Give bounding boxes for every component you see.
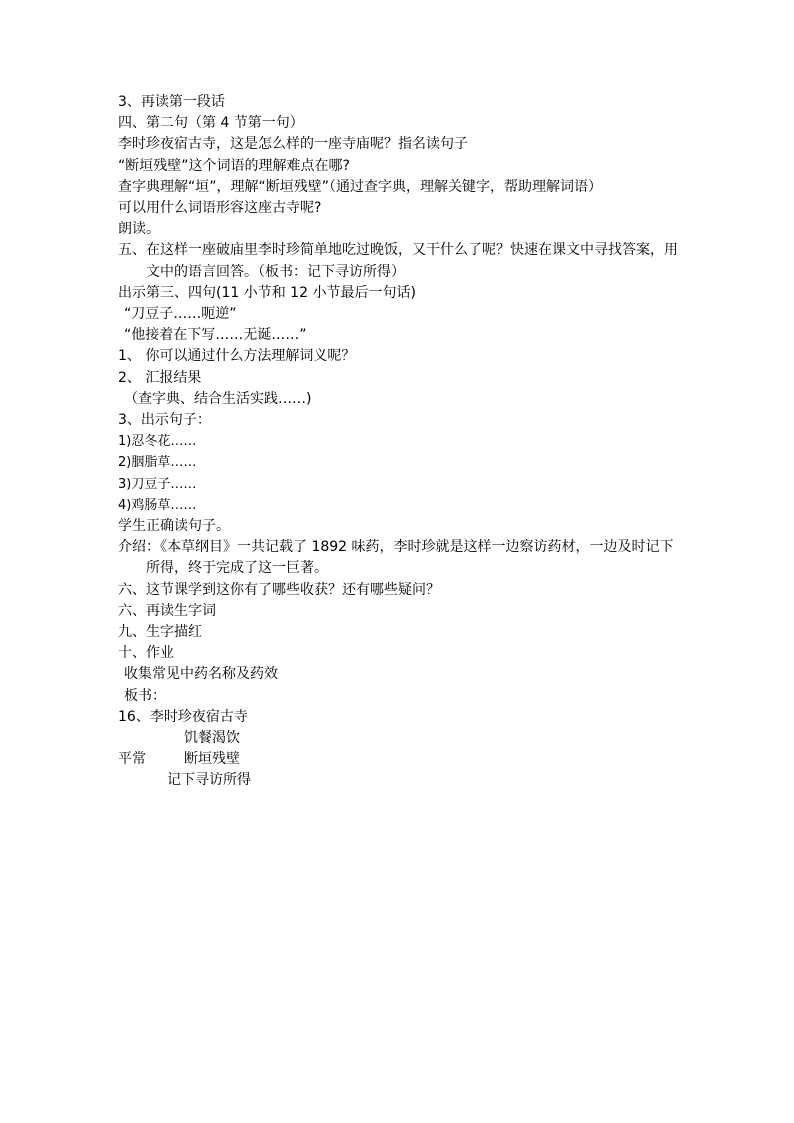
- section-four-heading: 四、第二句（第 4 节第一句）: [118, 115, 304, 132]
- board-row-1: [118, 728, 678, 749]
- quote-continue-writing: “他接着在下写……无诞……”: [124, 327, 307, 344]
- section-nine-tracing: 九、生字描红: [118, 624, 202, 641]
- quote-daodouzi: “刀豆子……呃逆”: [124, 306, 237, 323]
- board-ruined-walls: 断垣残壁: [184, 751, 240, 768]
- question-method: 1、 你可以通过什么方法理解词义呢？: [118, 348, 356, 365]
- section-six-reread: 六、再读生字词: [118, 602, 216, 619]
- herb-item-yanzhicao: 2)胭脂草……: [118, 455, 197, 471]
- step-reread-paragraph: 3、再读第一段话: [118, 94, 225, 110]
- read-aloud-text: 朗读。: [118, 221, 160, 238]
- question-difficulty: “断垣残壁”这个词语的理解难点在哪?: [118, 157, 350, 174]
- lesson-title: 16、李时珍夜宿古寺: [118, 708, 248, 725]
- student-read-sentence: 学生正确读句子。: [118, 518, 230, 535]
- report-results: 2、 汇报结果: [118, 369, 202, 386]
- introduction-paragraph: 介绍：《本草纲目》一共记载了 1892 味药，李时珍就是这样一边察访药材，一边及时记下所得，终于完成了这一巨著。: [118, 539, 674, 577]
- homework-task: 收集常见中药名称及药效: [124, 666, 278, 683]
- herb-item-daodouzi: 3)刀豆子……: [118, 476, 197, 492]
- section-five-paragraph: 五、在这样一座破庙里李时珍简单地吃过晚饭，又干什么了呢？快速在课文中寻找答案，用文中的语言回答。（板书：记下寻访所得）: [118, 242, 678, 280]
- herb-item-renduhua: 1)忍冬花……: [118, 434, 197, 450]
- show-sentences-heading: 出示第三、四句(11 小节和 12 小节最后一句话): [118, 284, 416, 301]
- board-row-3: [118, 770, 678, 791]
- section-six-reflection: 六、这节课学到这你有了哪些收获？还有哪些疑问？: [118, 581, 440, 598]
- board-hunger-thirst: 饥餐渴饮: [184, 730, 240, 747]
- section-ten-homework: 十、作业: [118, 645, 174, 662]
- document-body: [118, 92, 678, 792]
- board-row-2: [118, 749, 678, 770]
- dictionary-explanation: 查字典理解“垣”，理解“断垣残壁”（通过查字典，理解关键字，帮助理解词语）: [118, 178, 603, 195]
- show-sentence-item: 3、出示句子：: [118, 412, 211, 429]
- board-writing-label: 板书：: [124, 687, 166, 704]
- herb-item-jichangcao: 4)鸡肠草……: [118, 497, 197, 513]
- board-ordinary: 平常: [118, 751, 146, 768]
- question-temple: 李时珍夜宿古寺，这是怎么样的一座寺庙呢？指名读句子: [118, 136, 468, 153]
- board-record-findings: 记下寻访所得: [167, 772, 251, 789]
- question-describe-temple: 可以用什么词语形容这座古寺呢?: [118, 200, 322, 217]
- methods-list: （查字典、结合生活实践……): [124, 390, 312, 407]
